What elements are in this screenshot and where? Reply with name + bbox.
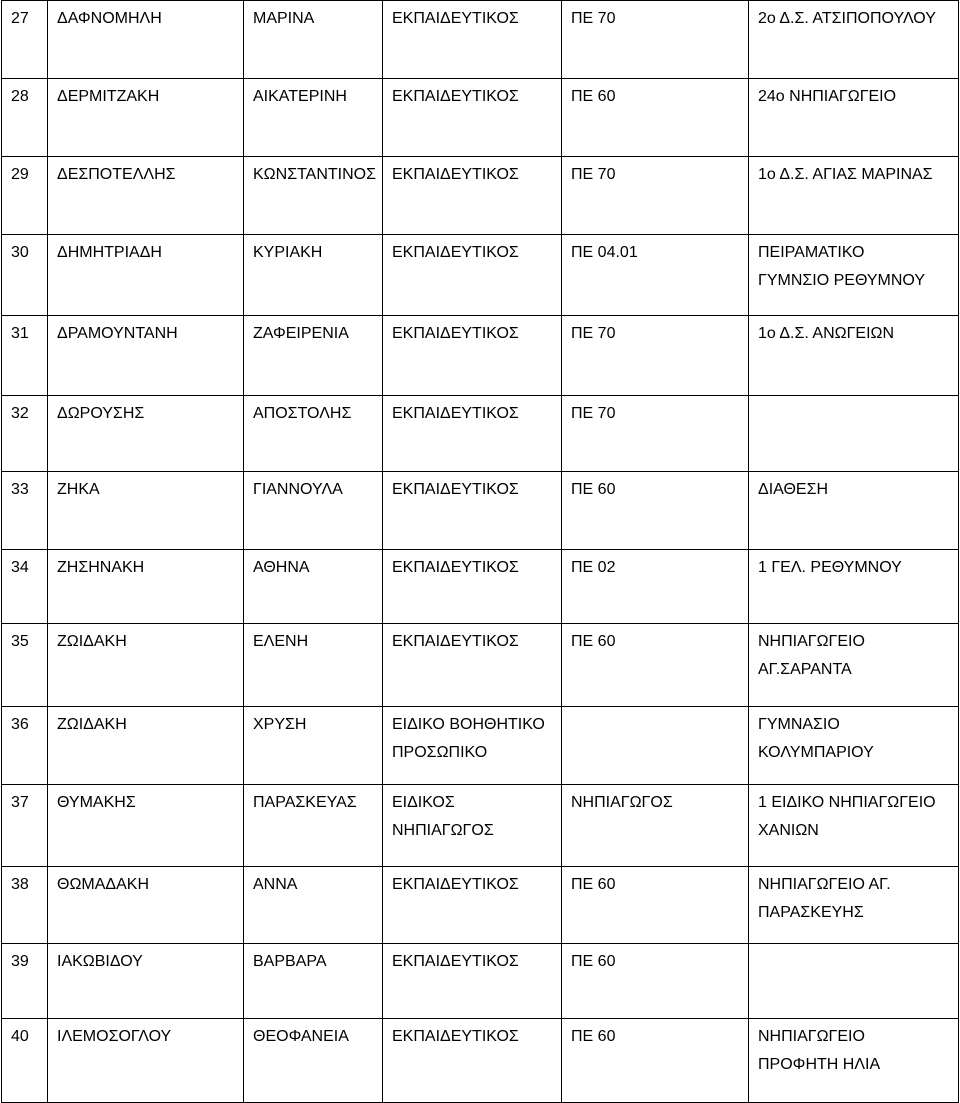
cell-school xyxy=(749,785,959,867)
cell-specialty-line: ΠΕ 60 xyxy=(571,481,616,498)
cell-staff-type-line: ΕΙΔΙΚΟΣ xyxy=(392,794,455,811)
cell-surname: ΘΥΜΑΚΗΣ xyxy=(48,785,244,867)
cell-first-name: ΑΝΝΑ xyxy=(244,867,383,944)
cell-surname: ΔΕΣΠΟΤΕΛΛΗΣ xyxy=(48,157,244,235)
cell-school-line: ΝΗΠΙΑΓΩΓΕΙΟ xyxy=(758,1028,865,1045)
table-row xyxy=(2,157,959,235)
cell-school-line: ΠΡΟΦΗΤΗ ΗΛΙΑ xyxy=(758,1056,881,1073)
cell-school-line: 1ο Δ.Σ. ΑΓΙΑΣ ΜΑΡΙΝΑΣ xyxy=(758,166,933,183)
cell-staff-type xyxy=(383,472,562,550)
table-row xyxy=(2,944,959,1019)
cell-first-name: ΕΛΕΝΗ xyxy=(244,624,383,707)
cell-surname: ΔΩΡΟΥΣΗΣ xyxy=(48,396,244,472)
cell-staff-type-line: ΕΚΠΑΙΔΕΥΤΙΚΟΣ xyxy=(392,559,519,576)
cell-school-line: 24ο ΝΗΠΙΑΓΩΓΕΙΟ xyxy=(758,88,897,105)
cell-school xyxy=(749,550,959,624)
table-row xyxy=(2,624,959,707)
cell-school-line: 1 ΕΙΔΙΚΟ ΝΗΠΙΑΓΩΓΕΙΟ xyxy=(758,794,936,811)
cell-staff-type-line: ΕΚΠΑΙΔΕΥΤΙΚΟΣ xyxy=(392,633,519,650)
cell-staff-type-line: ΕΚΠΑΙΔΕΥΤΙΚΟΣ xyxy=(392,166,519,183)
cell-surname: ΖΩΙΔΑΚΗ xyxy=(48,707,244,785)
table-row xyxy=(2,396,959,472)
cell-specialty xyxy=(562,624,749,707)
cell-first-name: ΠΑΡΑΣΚΕΥΑΣ xyxy=(244,785,383,867)
cell-number: 28 xyxy=(2,79,48,157)
cell-first-name: ΘΕΟΦΑΝΕΙΑ xyxy=(244,1019,383,1103)
cell-specialty-line: ΠΕ 60 xyxy=(571,88,616,105)
cell-school xyxy=(749,316,959,396)
cell-specialty xyxy=(562,316,749,396)
cell-specialty xyxy=(562,867,749,944)
cell-specialty xyxy=(562,785,749,867)
cell-specialty xyxy=(562,472,749,550)
cell-number: 27 xyxy=(2,1,48,79)
cell-specialty-line: ΠΕ 04.01 xyxy=(571,244,638,261)
cell-school xyxy=(749,157,959,235)
cell-specialty-line: ΠΕ 70 xyxy=(571,166,616,183)
table-row xyxy=(2,472,959,550)
cell-first-name: ΜΑΡΙΝΑ xyxy=(244,1,383,79)
cell-school xyxy=(749,1,959,79)
cell-first-name: ΚΥΡΙΑΚΗ xyxy=(244,235,383,316)
cell-staff-type xyxy=(383,396,562,472)
cell-staff-type-line: ΕΙΔΙΚΟ ΒΟΗΘΗΤΙΚΟ xyxy=(392,716,545,733)
cell-specialty xyxy=(562,235,749,316)
cell-staff-type xyxy=(383,235,562,316)
cell-number: 38 xyxy=(2,867,48,944)
cell-school-line: ΓΥΜΝΑΣΙΟ xyxy=(758,716,840,733)
cell-school xyxy=(749,707,959,785)
cell-number: 40 xyxy=(2,1019,48,1103)
cell-specialty xyxy=(562,944,749,1019)
table-row xyxy=(2,79,959,157)
cell-school-line: 1 ΓΕΛ. ΡΕΘΥΜΝΟΥ xyxy=(758,559,902,576)
cell-surname: ΙΛΕΜΟΣΟΓΛΟΥ xyxy=(48,1019,244,1103)
cell-specialty-line: ΝΗΠΙΑΓΩΓΟΣ xyxy=(571,794,673,811)
cell-staff-type-line: ΝΗΠΙΑΓΩΓΟΣ xyxy=(392,822,494,839)
cell-staff-type xyxy=(383,624,562,707)
cell-specialty-line: ΠΕ 60 xyxy=(571,876,616,893)
cell-surname: ΙΑΚΩΒΙΔΟΥ xyxy=(48,944,244,1019)
table-row xyxy=(2,235,959,316)
table-row xyxy=(2,867,959,944)
cell-number: 33 xyxy=(2,472,48,550)
cell-school xyxy=(749,867,959,944)
cell-surname: ΔΑΦΝΟΜΗΛΗ xyxy=(48,1,244,79)
cell-staff-type-line: ΕΚΠΑΙΔΕΥΤΙΚΟΣ xyxy=(392,405,519,422)
cell-specialty-line: ΠΕ 70 xyxy=(571,10,616,27)
cell-school xyxy=(749,396,959,472)
cell-number: 37 xyxy=(2,785,48,867)
cell-school xyxy=(749,79,959,157)
table-row xyxy=(2,1,959,79)
cell-surname: ΔΡΑΜΟΥΝΤΑΝΗ xyxy=(48,316,244,396)
cell-staff-type-line: ΕΚΠΑΙΔΕΥΤΙΚΟΣ xyxy=(392,244,519,261)
table-row xyxy=(2,316,959,396)
cell-staff-type-line: ΕΚΠΑΙΔΕΥΤΙΚΟΣ xyxy=(392,1028,519,1045)
cell-school xyxy=(749,235,959,316)
cell-number: 29 xyxy=(2,157,48,235)
cell-first-name: ΖΑΦΕΙΡΕΝΙΑ xyxy=(244,316,383,396)
cell-specialty-line: ΠΕ 60 xyxy=(571,633,616,650)
cell-staff-type-line: ΕΚΠΑΙΔΕΥΤΙΚΟΣ xyxy=(392,88,519,105)
cell-specialty xyxy=(562,550,749,624)
cell-staff-type xyxy=(383,316,562,396)
cell-staff-type xyxy=(383,785,562,867)
cell-school-line: ΝΗΠΙΑΓΩΓΕΙΟ xyxy=(758,633,865,650)
cell-school-line: ΝΗΠΙΑΓΩΓΕΙΟ ΑΓ. xyxy=(758,876,891,893)
cell-number: 39 xyxy=(2,944,48,1019)
cell-staff-type xyxy=(383,1,562,79)
cell-school-line: ΧΑΝΙΩΝ xyxy=(758,822,819,839)
cell-surname: ΖΗΣΗΝΑΚΗ xyxy=(48,550,244,624)
cell-staff-type xyxy=(383,550,562,624)
cell-school-line: ΠΑΡΑΣΚΕΥΗΣ xyxy=(758,904,864,921)
cell-first-name: ΚΩΝΣΤΑΝΤΙΝΟΣ xyxy=(244,157,383,235)
cell-number: 30 xyxy=(2,235,48,316)
cell-school xyxy=(749,1019,959,1103)
cell-school-line: ΓΥΜΝΣΙΟ ΡΕΘΥΜΝΟΥ xyxy=(758,272,926,289)
cell-first-name: ΑΠΟΣΤΟΛΗΣ xyxy=(244,396,383,472)
cell-specialty xyxy=(562,707,749,785)
cell-school-line: ΔΙΑΘΕΣΗ xyxy=(758,481,829,498)
cell-first-name: ΓΙΑΝΝΟΥΛΑ xyxy=(244,472,383,550)
cell-staff-type-line: ΠΡΟΣΩΠΙΚΟ xyxy=(392,744,488,761)
table-row xyxy=(2,1019,959,1103)
cell-school-line: ΠΕΙΡΑΜΑΤΙΚΟ xyxy=(758,244,865,261)
cell-specialty-line: ΠΕ 70 xyxy=(571,405,616,422)
cell-staff-type xyxy=(383,157,562,235)
cell-specialty-line: ΠΕ 60 xyxy=(571,1028,616,1045)
cell-number: 31 xyxy=(2,316,48,396)
table-row xyxy=(2,785,959,867)
cell-staff-type-line: ΕΚΠΑΙΔΕΥΤΙΚΟΣ xyxy=(392,953,519,970)
cell-staff-type-line: ΕΚΠΑΙΔΕΥΤΙΚΟΣ xyxy=(392,10,519,27)
cell-specialty-line: ΠΕ 60 xyxy=(571,953,616,970)
cell-first-name: ΒΑΡΒΑΡΑ xyxy=(244,944,383,1019)
cell-school xyxy=(749,624,959,707)
cell-specialty xyxy=(562,1019,749,1103)
cell-number: 32 xyxy=(2,396,48,472)
cell-school xyxy=(749,472,959,550)
cell-number: 35 xyxy=(2,624,48,707)
cell-surname: ΖΩΙΔΑΚΗ xyxy=(48,624,244,707)
staff-table-body xyxy=(2,1,959,1103)
cell-specialty xyxy=(562,79,749,157)
cell-staff-type-line: ΕΚΠΑΙΔΕΥΤΙΚΟΣ xyxy=(392,876,519,893)
cell-staff-type-line: ΕΚΠΑΙΔΕΥΤΙΚΟΣ xyxy=(392,481,519,498)
cell-surname: ΔΗΜΗΤΡΙΑΔΗ xyxy=(48,235,244,316)
cell-staff-type xyxy=(383,944,562,1019)
cell-first-name: ΑΙΚΑΤΕΡΙΝΗ xyxy=(244,79,383,157)
table-row xyxy=(2,707,959,785)
cell-surname: ΖΗΚΑ xyxy=(48,472,244,550)
table-row xyxy=(2,550,959,624)
cell-school-line: ΚΟΛΥΜΠΑΡΙΟΥ xyxy=(758,744,874,761)
cell-specialty xyxy=(562,1,749,79)
cell-specialty-line: ΠΕ 70 xyxy=(571,325,616,342)
staff-table xyxy=(1,0,959,1103)
cell-first-name: ΑΘΗΝΑ xyxy=(244,550,383,624)
cell-specialty xyxy=(562,157,749,235)
cell-staff-type xyxy=(383,867,562,944)
cell-specialty-line: ΠΕ 02 xyxy=(571,559,616,576)
cell-first-name: ΧΡΥΣΗ xyxy=(244,707,383,785)
cell-surname: ΘΩΜΑΔΑΚΗ xyxy=(48,867,244,944)
cell-school xyxy=(749,944,959,1019)
cell-school-line: ΑΓ.ΣΑΡΑΝΤΑ xyxy=(758,661,852,678)
cell-staff-type xyxy=(383,707,562,785)
cell-surname: ΔΕΡΜΙΤΖΑΚΗ xyxy=(48,79,244,157)
cell-staff-type xyxy=(383,1019,562,1103)
cell-number: 36 xyxy=(2,707,48,785)
cell-number: 34 xyxy=(2,550,48,624)
cell-school-line: 1ο Δ.Σ. ΑΝΩΓΕΙΩΝ xyxy=(758,325,895,342)
cell-specialty xyxy=(562,396,749,472)
cell-school-line: 2ο Δ.Σ. ΑΤΣΙΠΟΠΟΥΛΟΥ xyxy=(758,10,936,27)
cell-staff-type-line: ΕΚΠΑΙΔΕΥΤΙΚΟΣ xyxy=(392,325,519,342)
cell-staff-type xyxy=(383,79,562,157)
